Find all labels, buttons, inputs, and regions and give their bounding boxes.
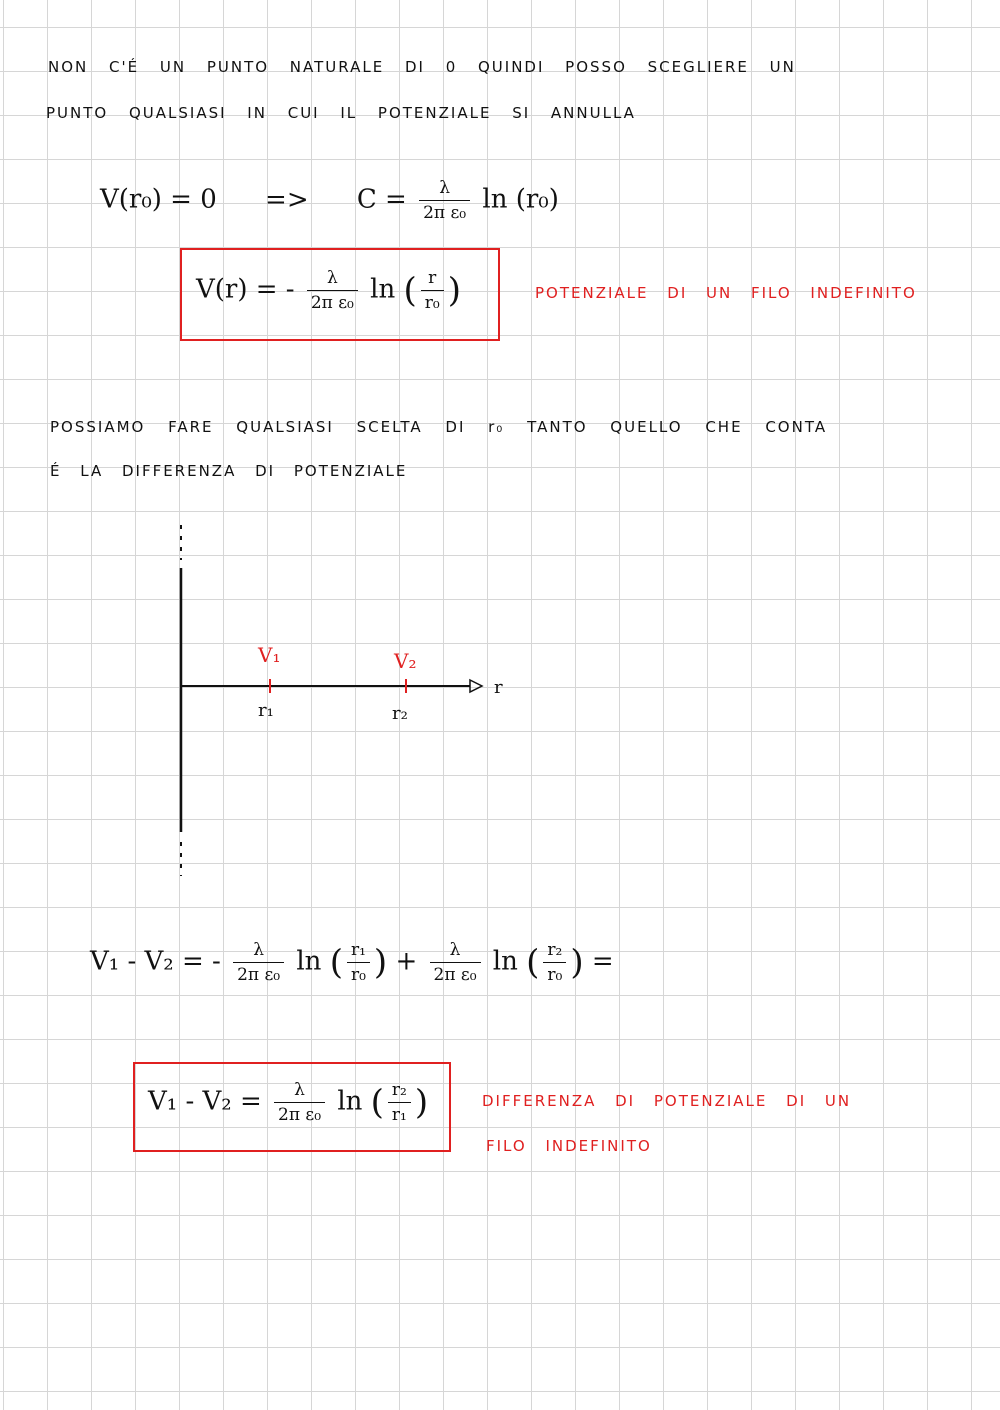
eq4-den: 2π ε₀	[274, 1102, 325, 1125]
eq3-ln1: ln	[296, 946, 322, 977]
para2-line-1: POSSIAMO FARE QUALSIASI SCELTA DI r₀ TANTO QUELLO CHE CONTA	[50, 418, 828, 436]
eq1-arrow: =>	[265, 184, 309, 215]
axis-arrow-icon	[470, 680, 482, 692]
eq1-tail: ln (r₀)	[482, 184, 559, 215]
eq4-fraction	[274, 1080, 325, 1125]
equation-difference: V₁ - V₂ = - $\frac{\lambda}{\text{2π ε₀}}$ ln ( $\frac{\text{r₁}}{\text{r₀}}$ ) + $\frac{\lambda}{\text{2π ε₀}}$ ln ( $\frac{\text{r₂}}{\text{r₀}}$ ) =	[90, 940, 614, 985]
eq3-f1-den: r₀	[347, 962, 370, 985]
equation-v-r: V(r) = - $\frac{\lambda}{\text{2π ε₀}}$ ln ( $\frac{r}{\text{r₀}}$ )	[196, 268, 461, 313]
intro-line-2: PUNTO QUALSIASI IN CUI IL POTENZIALE SI ANNULLA	[46, 104, 636, 122]
difference-label-line-1: DIFFERENZA DI POTENZIALE DI UN	[482, 1092, 852, 1110]
label-v2: V₂	[394, 649, 417, 673]
eq1-den: 2π ε₀	[419, 200, 470, 223]
eq4-f-den: r₁	[388, 1102, 411, 1125]
difference-label-line-2: FILO INDEFINITO	[486, 1137, 652, 1155]
eq4-num: λ	[294, 1080, 305, 1100]
eq3-equals: =	[591, 946, 614, 977]
eq3-f1-num: r₁	[350, 940, 366, 960]
eq2-frac-den: r₀	[421, 290, 444, 313]
eq2-frac-num: r	[428, 268, 437, 288]
eq4-ln: ln	[337, 1086, 363, 1117]
eq3-f2-den: r₀	[543, 962, 566, 985]
eq2-num: λ	[326, 268, 338, 288]
para2-line-2: É LA DIFFERENZA DI POTENZIALE	[50, 462, 408, 480]
eq1-c: C =	[356, 184, 407, 215]
eq1-lhs: V(r₀) = 0	[100, 184, 217, 215]
eq3-den2: 2π ε₀	[430, 962, 481, 985]
eq3-num: λ	[253, 940, 264, 960]
eq3-ln2: ln	[492, 946, 518, 977]
eq3-plus: +	[395, 946, 418, 977]
potential-label: POTENZIALE DI UN FILO INDEFINITO	[535, 284, 917, 302]
eq3-fraction-1	[233, 940, 284, 985]
eq2-ln: ln	[370, 274, 396, 305]
label-axis-r: r	[494, 677, 503, 698]
equation-difference-result: V₁ - V₂ = $\frac{\lambda}{\text{2π ε₀}}$ ln ( $\frac{\text{r₂}}{\text{r₁}}$ )	[148, 1080, 429, 1125]
eq3-fraction-2	[430, 940, 481, 985]
eq2-den: 2π ε₀	[307, 290, 358, 313]
eq3-ln-fraction-1	[347, 940, 370, 985]
eq2-lhs: V(r) = -	[196, 274, 295, 305]
intro-line-1: NON C'É UN PUNTO NATURALE DI 0 QUINDI POSSO SCEGLIERE UN	[48, 58, 796, 76]
label-v1: V₁	[258, 643, 281, 667]
eq4-lhs: V₁ - V₂ =	[148, 1086, 262, 1117]
eq3-num2: λ	[449, 940, 461, 960]
eq3-lhs: V₁ - V₂ = -	[90, 946, 221, 977]
eq4-ln-fraction	[388, 1080, 411, 1125]
eq3-den: 2π ε₀	[233, 962, 284, 985]
label-r1: r₁	[258, 700, 274, 721]
eq3-ln-fraction-2	[543, 940, 566, 985]
eq1-num: λ	[439, 178, 450, 198]
eq3-f2-num: r₂	[547, 940, 563, 960]
eq4-f-num: r₂	[391, 1080, 407, 1100]
label-r2: r₂	[392, 703, 408, 724]
